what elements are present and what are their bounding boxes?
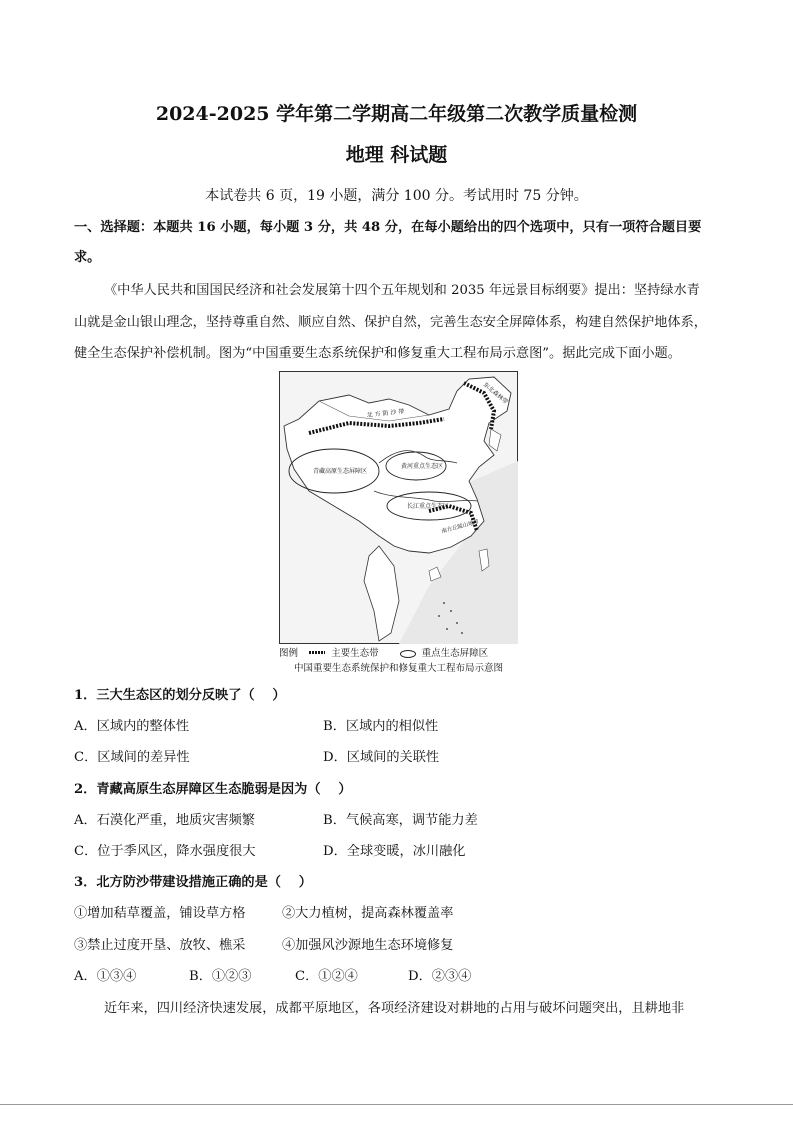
- map-legend: [279, 645, 518, 659]
- q3-option-c: C．①②④: [295, 969, 358, 984]
- legend-belt-icon: [309, 651, 325, 654]
- intro-line2: 山就是金山银山理念，坚持尊重自然、顺应自然、保护自然，完善生态安全屏障体系，构建自然保护地体系，: [74, 315, 707, 330]
- q1-option-c: C．区域间的差异性: [74, 750, 190, 765]
- q1-option-b: B．区域内的相似性: [323, 719, 439, 734]
- q2-option-c: C．位于季风区，降水强度很大: [74, 844, 256, 859]
- q1-option-a: A．区域内的整体性: [74, 719, 190, 734]
- footer-divider: [0, 1104, 793, 1105]
- q2-option-d: D．全球变暖，冰川融化: [323, 844, 466, 859]
- q2-stem: 2．青藏高原生态屏障区生态脆弱是因为（ ）: [74, 782, 352, 797]
- ecology-map: [279, 371, 518, 644]
- label-northeast: 东北森林带: [481, 381, 510, 406]
- section-heading-line1: 一、选择题：本题共 16 小题，每小题 3 分，共 48 分，在每小题给出的四个选项中，只有一项符合题目要: [74, 220, 702, 235]
- q3-statement-3: ③禁止过度开垦、放牧、樵采: [74, 938, 246, 953]
- q1-option-d: D．区域间的关联性: [323, 750, 440, 765]
- q2-option-a: A．石漠化严重，地质灾害频繁: [74, 813, 255, 828]
- label-yangtze: 长江重点生态区: [407, 503, 450, 510]
- label-qinghai: 青藏高原生态屏障区: [313, 468, 368, 475]
- intro-line1: 《中华人民共和国国民经济和社会发展第十四个五年规划和 2035 年远景目标纲要》提出：坚持绿水青: [104, 283, 700, 298]
- section-heading-line2: 求。: [74, 250, 101, 265]
- label-north: 北 方 防 沙 带: [366, 408, 405, 419]
- exam-info: 本试卷共 6 页，19 小题，满分 100 分。考试用时 75 分钟。: [205, 188, 588, 204]
- legend-label: 图例: [279, 648, 299, 659]
- q3-stem: 3．北方防沙带建设措施正确的是（ ）: [74, 875, 312, 890]
- legend-zone-icon: [400, 650, 416, 658]
- exam-subject: 地理 科试题: [345, 144, 448, 166]
- legend-belt-text: 主要生态带: [331, 648, 379, 659]
- q3-statement-1: ①增加秸草覆盖，铺设草方格: [74, 906, 246, 921]
- q3-statement-2: ②大力植树，提高森林覆盖率: [282, 906, 454, 921]
- q2-option-b: B．气候高寒，调节能力差: [323, 813, 478, 828]
- q1-stem: 1．三大生态区的划分反映了（ ）: [74, 688, 286, 703]
- next-intro: 近年来，四川经济快速发展，成都平原地区，各项经济建设对耕地的占用与破坏问题突出，且耕地非: [104, 1001, 685, 1016]
- label-yellow: 黄河重点生态区: [401, 463, 444, 470]
- exam-title: 2024-2025 学年第二学期高二年级第二次教学质量检测: [155, 103, 638, 125]
- intro-line3: 健全生态保护补偿机制。图为“中国重要生态系统保护和修复重大工程布局示意图”。据此完成下面小题。: [74, 346, 681, 361]
- q3-statement-4: ④加强风沙源地生态环境修复: [282, 938, 454, 953]
- q3-option-a: A．①③④: [74, 969, 137, 984]
- map-caption: 中国重要生态系统保护和修复重大工程布局示意图: [293, 663, 503, 674]
- q3-option-d: D．②③④: [408, 969, 472, 984]
- q3-option-b: B．①②③: [189, 969, 252, 984]
- label-south: 南方丘陵山地带: [440, 519, 480, 535]
- legend-zone-text: 重点生态屏障区: [421, 648, 489, 659]
